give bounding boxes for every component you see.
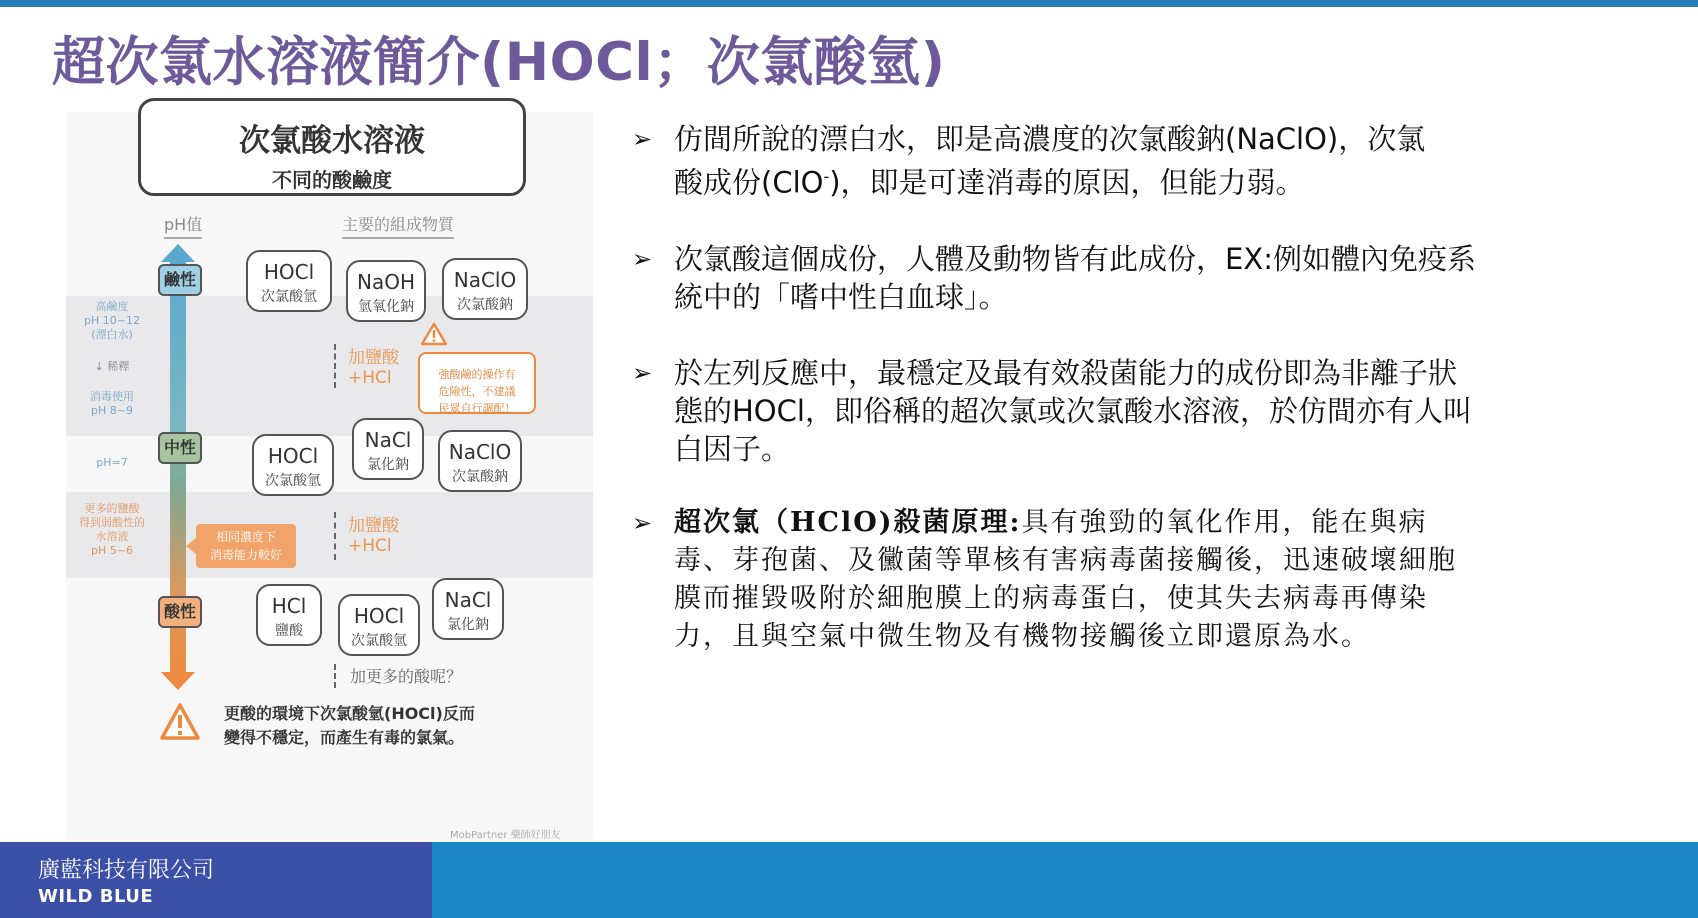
side-note-disinfect: 消毒使用 pH 8~9: [90, 390, 134, 417]
chem-card: HCl 鹽酸: [256, 584, 322, 646]
company-name-en: WILD BLUE: [38, 886, 154, 907]
chem-card: HOCl 次氯酸氫: [246, 250, 332, 312]
image-credit: MobPartner 藥師好朋友: [450, 830, 561, 841]
side-note-ph7: pH=7: [96, 456, 128, 469]
infographic-heading: 次氯酸水溶液: [239, 123, 425, 159]
company-name-zh: 廣藍科技有限公司: [38, 858, 215, 883]
bullet-item: ➢ 次氯酸這個成份，人體及動物皆有此成份，EX:例如體內免疫系統中的「嗜中性白血球」。: [632, 241, 1476, 314]
side-note-more-acid: 更多的鹽酸 得到弱酸性的 水溶液 pH 5~6: [79, 502, 145, 557]
arrow-bullet-icon: ➢: [632, 358, 653, 387]
bullet-item: ➢ 超次氯（HClO)殺菌原理:具有強勁的氧化作用，能在與病毒、芽孢菌、及黴菌等單核有害病毒菌接觸後，迅速破壞細胞膜而摧毀吸附於細胞膜上的病毒蛋白，使其失去病毒再傳染力，且與空氣中微生物及有機物接觸後立即還原為水。: [632, 504, 1482, 656]
top-accent-bar: [0, 0, 1698, 7]
callout-better-disinfection: 相同濃度下 消毒能力較好: [196, 524, 296, 568]
dashed-arrow: [334, 664, 336, 688]
chem-card: HOCl 次氯酸氫: [338, 594, 420, 656]
footer-right-panel: [432, 842, 1698, 918]
ph-label-acidic: 酸性: [158, 596, 202, 628]
side-note-dilute: ↓ 稀釋: [94, 360, 130, 373]
side-note-high-alkali: 高鹼度 pH 10~12 (漂白水): [84, 300, 140, 341]
arrow-down-icon: [161, 672, 195, 690]
add-acid-label: 加鹽酸 +HCl: [348, 516, 399, 556]
question-text: 加更多的酸呢？: [350, 667, 463, 686]
bullet-item: ➢ 於左列反應中，最穩定及最有效殺菌能力的成份即為非離子狀態的HOCl，即俗稱的超次氯或次氯酸水溶液，於仿間亦有人叫白因子。: [632, 355, 1472, 466]
dashed-arrow: [334, 512, 336, 560]
chem-card: NaClO 次氯酸鈉: [438, 430, 522, 492]
chem-card: NaCl 氯化鈉: [432, 578, 504, 640]
infographic-title-card: [138, 98, 526, 196]
chem-card: NaOH 氫氧化鈉: [346, 260, 426, 322]
chem-card: NaClO 次氯酸鈉: [442, 258, 528, 320]
chem-card: HOCl 次氯酸氫: [252, 434, 334, 496]
arrow-bullet-icon: ➢: [632, 125, 653, 153]
add-acid-label: 加鹽酸 +HCl: [348, 348, 399, 388]
warning-icon: [421, 322, 447, 346]
dashed-arrow: [334, 344, 336, 388]
page-title: 超次氯水溶液簡介(HOCl；次氯酸氫): [52, 32, 946, 93]
ph-infographic: [66, 112, 593, 840]
ph-label-basic: 鹼性: [158, 264, 202, 296]
bullet-item: ➢ 仿間所說的漂白水，即是高濃度的次氯酸鈉(NaClO)，次氯 酸成份(ClO-)，即是可達消毒的原因，但能力弱。: [632, 122, 1426, 200]
infographic-subheading: 不同的酸鹼度: [272, 168, 392, 192]
bullet-list: [632, 120, 1482, 656]
warning-icon: [160, 702, 200, 742]
ph-label-neutral: 中性: [158, 432, 202, 464]
ph-column-header: pH值: [164, 212, 202, 239]
composition-column-header: 主要的組成物質: [342, 212, 454, 239]
chem-card: NaCl 氯化鈉: [352, 418, 424, 480]
arrow-bullet-icon: ➢: [632, 508, 655, 537]
warning-box: 強酸鹼的操作有 危險性，不建議 民眾自行調配！: [418, 352, 536, 414]
arrow-bullet-icon: ➢: [632, 244, 653, 273]
company-name: [38, 858, 214, 910]
bottom-warning-text: 更酸的環境下次氯酸氫(HOCl)反而 變得不穩定，而產生有毒的氯氣。: [224, 704, 475, 747]
